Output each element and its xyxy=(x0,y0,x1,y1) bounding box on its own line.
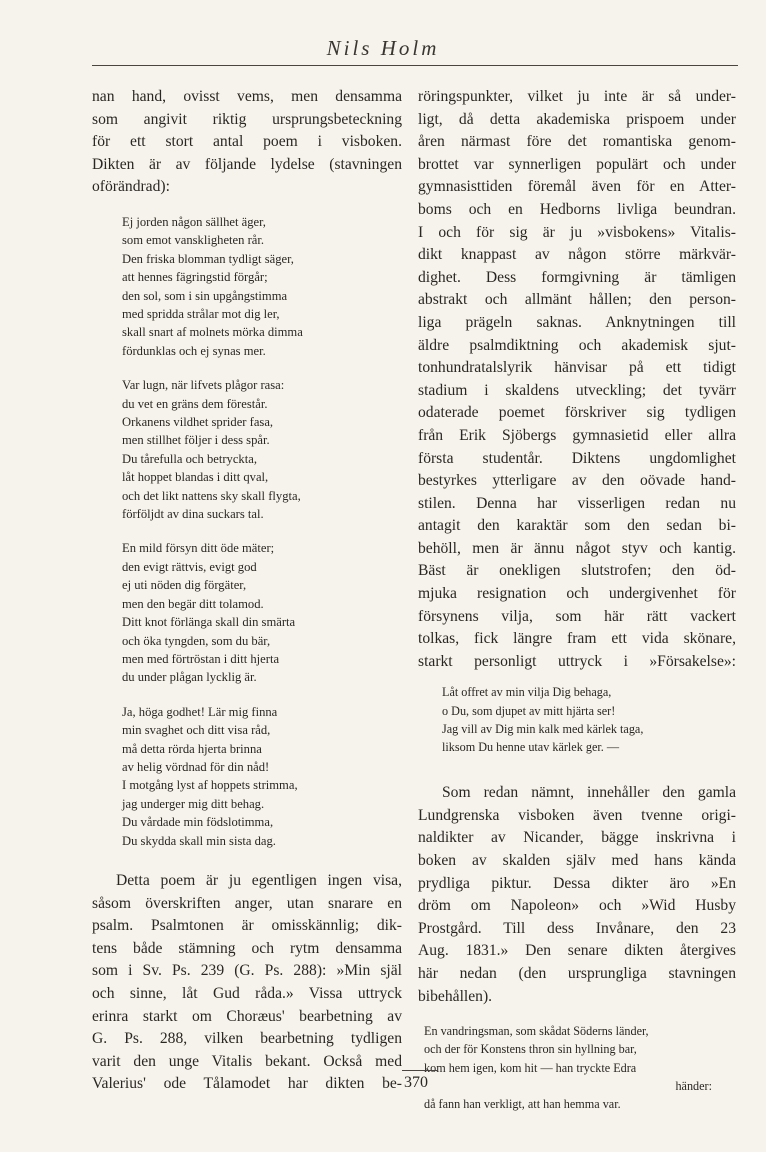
verse-line: Ja, höga godhet! Lär mig finna xyxy=(122,704,278,719)
verse-line: Den friska blomman tydligt säger, xyxy=(122,251,294,266)
text-line: här nedan (den ursprungliga stavningen xyxy=(418,965,736,982)
text-line: från Erik Sjöbergs gymnasietid eller allra xyxy=(418,426,736,444)
commentary-paragraph xyxy=(92,870,402,1096)
verse-line: o Du, som djupet av mitt hjärta ser! xyxy=(442,703,616,718)
verse-line: men med förtröstan i ditt hjerta xyxy=(122,651,280,666)
text-line: mjuka resignation och undergivenhet för xyxy=(418,585,736,603)
text-line: Dikten är av följande lydelse (stavningen xyxy=(92,155,402,173)
text-line: bibehållen). xyxy=(418,987,493,1005)
quoted-verse-forsakelse xyxy=(418,683,736,756)
verse-line: du under plågan lycklig är. xyxy=(122,670,257,685)
text-line: och sinne, låt Gud råda.» Vissa uttryck xyxy=(92,984,402,1002)
verse-line: då fann han verkligt, att han hemma var. xyxy=(424,1097,621,1111)
text-line: första studentår. Diktens ungdomlighet xyxy=(418,449,736,467)
verse-line: den sol, som i sin upgångstimma xyxy=(122,288,288,303)
text-line: Aug. 1831.» Den senare dikten återgives xyxy=(418,942,736,960)
verse-line: Du tårefulla och betryckta, xyxy=(122,451,257,466)
text-line: som i Sv. Ps. 239 (G. Ps. 288): »Min själ xyxy=(92,962,402,980)
text-line: tens både stämning och rytm densamma xyxy=(92,939,402,957)
verse-line: Du vårdade min födslotimma, xyxy=(122,815,274,830)
text-line: dighet. Dess formgivning är tämligen xyxy=(418,268,736,286)
text-line: dikt knappast av någon större märkvär- xyxy=(418,246,736,264)
verse-line: låt hoppet blandas i ditt qval, xyxy=(122,470,269,485)
text-line: stilen. Denna har visserligen redan nu xyxy=(418,494,736,512)
text-line: antagit den karaktär som den sedan bi- xyxy=(418,517,736,535)
text-line: tonhundratalslyrik hänvisar på ett tidigt xyxy=(418,359,736,377)
header-rule xyxy=(92,65,738,66)
intro-paragraph xyxy=(92,86,402,199)
poem-stanza-4 xyxy=(122,703,402,850)
running-title: Nils Holm xyxy=(326,36,440,60)
text-line: psalm. Psalmtonen är omisskännlig; dik- xyxy=(92,917,402,935)
poem-stanza-1 xyxy=(122,213,402,360)
text-line: behöll, men är ännu något styv och kantig. xyxy=(418,539,736,557)
text-line: G. Ps. 288, vilken bearbetning tydligen xyxy=(92,1030,402,1048)
text-line: odaterade poemet förskriver sig tydligen xyxy=(418,404,736,422)
text-line: erinra starkt om Choræus' bearbetning av xyxy=(92,1007,402,1025)
text-line: varit den unge Vitalis bekant. Också med xyxy=(92,1052,402,1070)
verse-line: av helig vördnad för din nåd! xyxy=(122,759,270,774)
page-number: 370 xyxy=(404,1074,428,1091)
poem-stanza-2 xyxy=(122,376,402,523)
text-line: gymnasisttiden föremål även för en Atter- xyxy=(418,178,736,196)
verse-line: En vandringsman, som skådat Söderns länder, xyxy=(424,1024,649,1039)
text-line: abstrakt och allmänt hållen; den person- xyxy=(418,291,736,309)
verse-line: och det likt nattens sky skall flygta, xyxy=(122,488,301,503)
verse-line: jag underger mig ditt behag. xyxy=(122,796,265,811)
text-line: röringspunkter, vilket ju inte är så under- xyxy=(418,88,736,105)
text-line: Bäst är onekligen slutstrofen; den öd- xyxy=(418,562,736,580)
verse-line: ej uti nöden dig förgäter, xyxy=(122,578,247,593)
verse-line: Ej jorden någon sällhet äger, xyxy=(122,214,266,229)
text-line: såsom överskriften anger, utan snarare en xyxy=(92,894,402,912)
text-line: stadium i skaldens utveckling; det tyvärr xyxy=(418,381,736,399)
text-line: nan hand, ovisst vems, men densamma xyxy=(92,88,402,105)
text-line: tolkas, fick längre fram ett vida skönare, xyxy=(418,630,736,648)
poem xyxy=(92,213,402,850)
text-line: Prostgård. Till dess Invånare, den 23 xyxy=(418,919,736,937)
text-line: brottet var synnerligen populärt och under xyxy=(418,155,736,173)
text-line: prydliga piktur. Dessa dikter äro »En xyxy=(418,874,736,892)
verse-line: Ditt knot förlänga skall din smärta xyxy=(122,615,296,630)
verse-line: och öka tyngden, som du bär, xyxy=(122,633,271,648)
verse-line: Var lugn, när lifvets plågor rasa: xyxy=(122,378,285,393)
verse-line: den evigt rättvis, evigt god xyxy=(122,559,257,574)
verse-line: händer: xyxy=(675,1078,712,1093)
verse-line: som emot vanskligheten rår. xyxy=(122,233,264,248)
text-line: ligt, då detta akademiska prispoem under xyxy=(418,110,736,128)
nicander-paragraph xyxy=(418,782,736,1008)
text-line: försynens vilja, som här rätt vackert xyxy=(418,607,736,625)
verse-line: fördunklas och ej synas mer. xyxy=(122,343,266,358)
page-number-rule xyxy=(402,1070,438,1071)
right-column xyxy=(418,86,736,1113)
text-line: oförändrad): xyxy=(92,178,170,196)
text-line: naldikter av Nicander, bägge inskrivna i xyxy=(418,829,736,847)
text-line: Detta poem är ju egentligen ingen visa, xyxy=(116,871,402,889)
text-line: Som redan nämnt, innehåller den gamla xyxy=(442,784,736,802)
text-line: boken av skalden själv med hans kända xyxy=(418,852,736,870)
text-line: för ett stort antal poem i visboken. xyxy=(92,133,402,151)
verse-line: min svaghet och ditt visa råd, xyxy=(122,723,271,738)
text-line: Valerius' ode Tålamodet har dikten be- xyxy=(92,1075,402,1093)
verse-line: skall snart af molnets mörka dimma xyxy=(122,325,303,340)
text-line: åren närmast före det romantiska genom- xyxy=(418,133,736,151)
text-line: Lundgrenska visboken även tvenne origi- xyxy=(418,806,736,824)
verse-line: I motgång lyst af hoppets strimma, xyxy=(122,778,298,793)
text-line: I och för sig är ju »visbokens» Vitalis- xyxy=(418,223,736,241)
continuation-paragraph xyxy=(418,86,736,673)
verse-line: må detta rörda hjerta brinna xyxy=(122,741,262,756)
text-line: äldre psalmdiktning och akademisk sjut- xyxy=(418,336,736,354)
text-line: starkt personligt uttryck i »Försakelse»: xyxy=(418,652,736,670)
text-line: som angivit riktig ursprungsbeteckning xyxy=(92,110,402,128)
verse-line: liksom Du henne utav kärlek ger. — xyxy=(442,740,620,755)
verse-line: men den begär ditt tolamod. xyxy=(122,596,264,611)
verse-line: du vet en gräns dem förestår. xyxy=(122,396,268,411)
verse-line: men stillhet följer i dess spår. xyxy=(122,433,270,448)
verse-line: Du skydda skall min sista dag. xyxy=(122,833,276,848)
text-line: liga prägeln saknas. Anknytningen till xyxy=(418,313,736,331)
verse-line: Orkanens vildhet sprider fasa, xyxy=(122,415,274,430)
verse-line: med spridda strålar mot dig ler, xyxy=(122,307,280,321)
verse-line: förföljdt av dina suckars tal. xyxy=(122,507,264,522)
left-column xyxy=(92,86,402,1096)
verse-line: kom hem igen, kom hit — han tryckte Edra xyxy=(424,1060,637,1075)
text-line: bestyrkes ytterligare av den oövade hand- xyxy=(418,472,736,490)
text-line: dröm om Napoleon» och »Wid Husby xyxy=(418,897,736,915)
verse-line: och der för Konstens thron sin hyllning bar, xyxy=(424,1042,637,1057)
verse-line: Låt offret av min vilja Dig behaga, xyxy=(442,685,612,700)
text-line: boms och en Hedborns livliga beundran. xyxy=(418,200,736,218)
poem-stanza-3 xyxy=(122,539,402,686)
verse-line: Jag vill av Dig min kalk med kärlek taga, xyxy=(442,721,644,736)
quoted-verse-husby xyxy=(418,1022,736,1113)
verse-line: att hennes fägringstid förgår; xyxy=(122,270,268,285)
verse-line: En mild försyn ditt öde mäter; xyxy=(122,541,275,556)
